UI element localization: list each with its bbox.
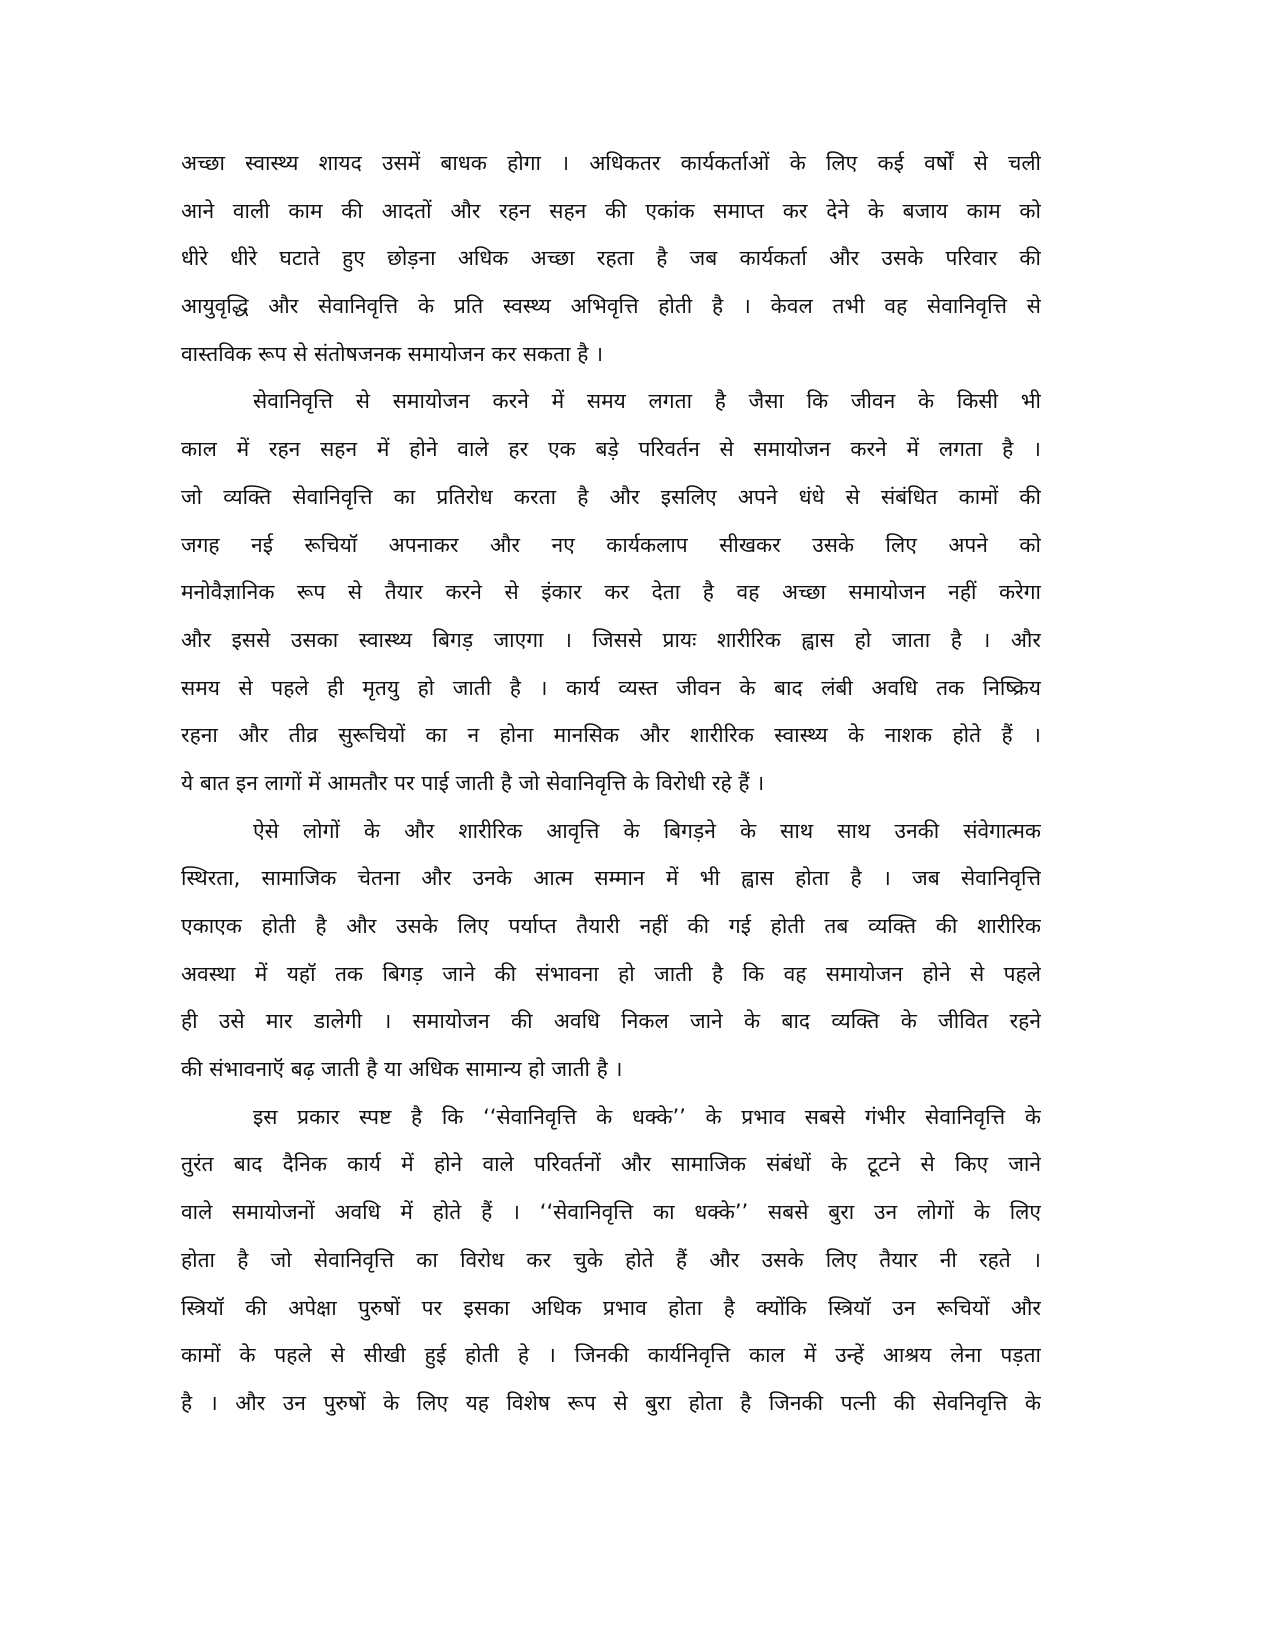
text-line: स्त्रियॉ की अपेक्षा पुरुषों पर इसका अधिक प्रभाव होता है क्योंकि स्त्रियॉ उन रूचियों और: [181, 1295, 1041, 1320]
text-line: और इससे उसका स्वास्थ्य बिगड़ जाएगा । जिससे प्रायः शारीरिक ह्वास हो जाता है । और: [181, 627, 1041, 652]
text-line: एकाएक होती है और उसके लिए पर्याप्त तैयारी नहीं की गई होती तब व्यक्ति की शारीरिक: [181, 914, 1041, 938]
text-line: अवस्था में यहॉ तक बिगड़ जाने की संभावना हो जाती है कि वह समायोजन होने से पहले: [181, 961, 1041, 986]
text-line: होता है जो सेवानिवृत्ति का विरोध कर चुके होते हैं और उसके लिए तैयार नी रहते ।: [181, 1247, 1041, 1272]
text-line: रहना और तीव्र सुरूचियों का न होना मानसिक और शारीरिक स्वास्थ्य के नाशक होते हैं ।: [181, 723, 1041, 748]
text-line: धीरे धीरे घटाते हुए छोड़ना अधिक अच्छा रहता है जब कार्यकर्ता और उसके परिवार की: [181, 246, 1041, 271]
text-line: समय से पहले ही मृतयु हो जाती है । कार्य व्यस्त जीवन के बाद लंबी अवधि तक निष्क्रिय: [181, 675, 1041, 700]
paragraph: [181, 808, 1041, 1094]
text-line: की संभावनाऍ बढ़ जाती है या अधिक सामान्य हो जाती है ।: [181, 1057, 623, 1082]
text-line: अच्छा स्वास्थ्य शायद उसमें बाधक होगा । अधिकतर कार्यकर्ताओं के लिए कई वर्षों से चली: [181, 151, 1041, 175]
text-line: ही उसे मार डालेगी । समायोजन की अवधि निकल जाने के बाद व्यक्ति के जीवित रहने: [181, 1009, 1041, 1034]
paragraph: [181, 1094, 1041, 1428]
text-line: जगह नई रूचियॉ अपनाकर और नए कार्यकलाप सीखकर उसके लिए अपने को: [181, 532, 1041, 557]
paragraph: [181, 140, 1041, 378]
text-line: वास्तविक रूप से संतोषजनक समायोजन कर सकता है ।: [181, 341, 604, 366]
text-line: स्थिरता, सामाजिक चेतना और उनके आत्म सम्मान में भी ह्वास होता है । जब सेवानिवृत्ति: [181, 866, 1041, 891]
text-line: जो व्यक्ति सेवानिवृत्ति का प्रतिरोध करता है और इसलिए अपने धंधे से संबंधित कामों की: [181, 484, 1041, 509]
text-line: है । और उन पुरुषों के लिए यह विशेष रूप से बुरा होता है जिनकी पत्नी की सेवनिवृत्ति के: [181, 1390, 1041, 1415]
text-line: काल में रहन सहन में होने वाले हर एक बड़े परिवर्तन से समायोजन करने में लगता है ।: [181, 437, 1041, 462]
body-text: [181, 140, 1041, 1428]
text-line: ये बात इन लागों में आमतौर पर पाई जाती है जो सेवानिवृत्ति के विरोधी रहे हैं ।: [181, 770, 765, 795]
paragraph: [181, 378, 1041, 807]
text-line: आने वाली काम की आदतों और रहन सहन की एकांक समाप्त कर देने के बजाय काम को: [181, 198, 1041, 223]
text-line: कामों के पहले से सीखी हुई होती हे । जिनकी कार्यनिवृत्ति काल में उन्हें आश्रय लेना पड़ता: [181, 1343, 1041, 1368]
text-line: आयुवृद्धि और सेवानिवृत्ति के प्रति स्वस्थ्य अभिवृत्ति होती है । केवल तभी वह सेवानिवृत्ति से: [181, 294, 1041, 319]
text-line: वाले समायोजनों अवधि में होते हैं । ‘‘सेवानिवृत्ति का धक्के’’ सबसे बुरा उन लोगों के लिए: [181, 1200, 1041, 1225]
text-line: सेवानिवृत्ति से समायोजन करने में समय लगता है जैसा कि जीवन के किसी भी: [253, 389, 1041, 414]
text-line: तुरंत बाद दैनिक कार्य में होने वाले परिवर्तनों और सामाजिक संबंधों के टूटने से किए जाने: [181, 1152, 1041, 1177]
text-line: मनोवैज्ञानिक रूप से तैयार करने से इंकार कर देता है वह अच्छा समायोजन नहीं करेगा: [181, 580, 1041, 605]
text-line: इस प्रकार स्पष्ट है कि ‘‘सेवानिवृत्ति के धक्के’’ के प्रभाव सबसे गंभीर सेवानिवृत्ति के: [253, 1104, 1041, 1129]
text-line: ऐसे लोगों के और शारीरिक आवृत्ति के बिगड़ने के साथ साथ उनकी संवेगात्मक: [253, 818, 1041, 843]
